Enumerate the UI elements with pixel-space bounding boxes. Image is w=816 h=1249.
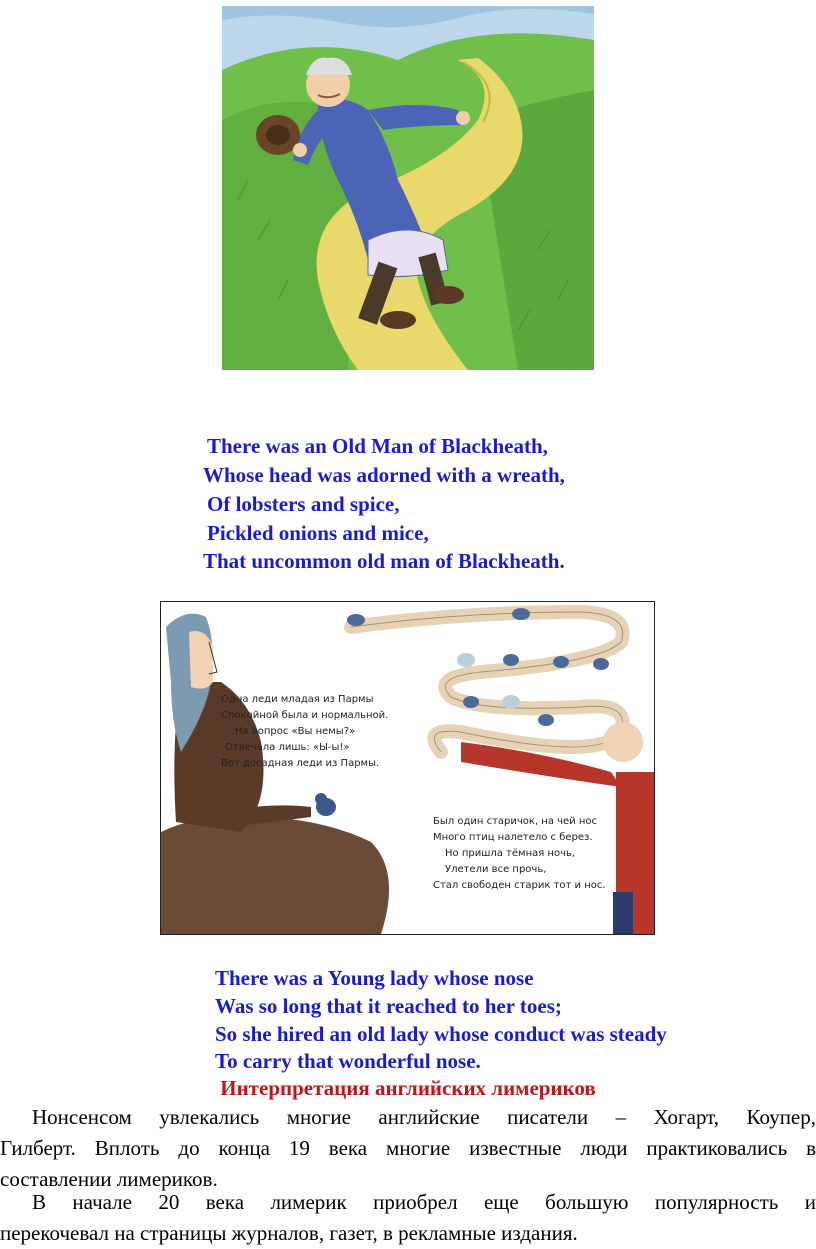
old-man-illustration [218, 0, 598, 374]
paragraph-1-line-3: составлении лимериков. [0, 1167, 218, 1191]
lady-verse-line-5: Вот досадная леди из Пармы. [221, 758, 380, 769]
man-verse-line-2: Много птиц налетело с берез. [433, 832, 593, 843]
poem2-line-3: So she hired an old lady whose conduct was steady [215, 1022, 667, 1046]
man-verse-line-1: Был один старичок, на чей нос [433, 816, 598, 827]
man-verse-line-3: Но пришла тёмная ночь, [445, 848, 576, 859]
poem1-line-4: Pickled onions and mice, [207, 521, 429, 545]
section-heading: Интерпретация английских лимериков [220, 1076, 596, 1100]
lady-verse-line-4: Отвечала лишь: «Ы-ы!» [225, 742, 350, 753]
poem1-line-2: Whose head was adorned with a wreath, [203, 463, 565, 487]
paragraph-1-line-2: Гилберт. Вплоть до конца 19 века многие известные люди практиковались в [0, 1136, 816, 1160]
poem1-line-1: There was an Old Man of Blackheath, [207, 434, 548, 458]
poem2-line-4: To carry that wonderful nose. [215, 1049, 481, 1073]
lady-verse-line-1: Одна леди младая из Пармы [221, 694, 374, 705]
lady-and-old-man-illustration [160, 601, 655, 935]
lady-verse-line-3: На вопрос «Вы немы?» [235, 726, 356, 737]
paragraph-2 [0, 1187, 816, 1249]
man-verse-line-5: Стал свободен старик тот и нос. [433, 880, 606, 891]
poem1-line-3: Of lobsters and spice, [207, 492, 400, 516]
poem2-line-2: Was so long that it reached to her toes; [215, 994, 562, 1018]
paragraph-2-line-2: перекочевал на страницы журналов, газет, в рекламные издания. [0, 1221, 578, 1245]
paragraph-1 [0, 1102, 816, 1195]
poem2-line-1: There was a Young lady whose nose [215, 966, 534, 990]
paragraph-1-line-1: Нонсенсом увлекались многие английские писатели – Хогарт, Коупер, [32, 1105, 816, 1129]
poem1-line-5: That uncommon old man of Blackheath. [203, 549, 565, 573]
lady-verse-line-2: Спокойной была и нормальной. [221, 710, 389, 721]
paragraph-2-line-1: В начале 20 века лимерик приобрел еще большую популярность и [32, 1190, 816, 1214]
man-verse-line-4: Улетели все прочь, [445, 864, 547, 875]
